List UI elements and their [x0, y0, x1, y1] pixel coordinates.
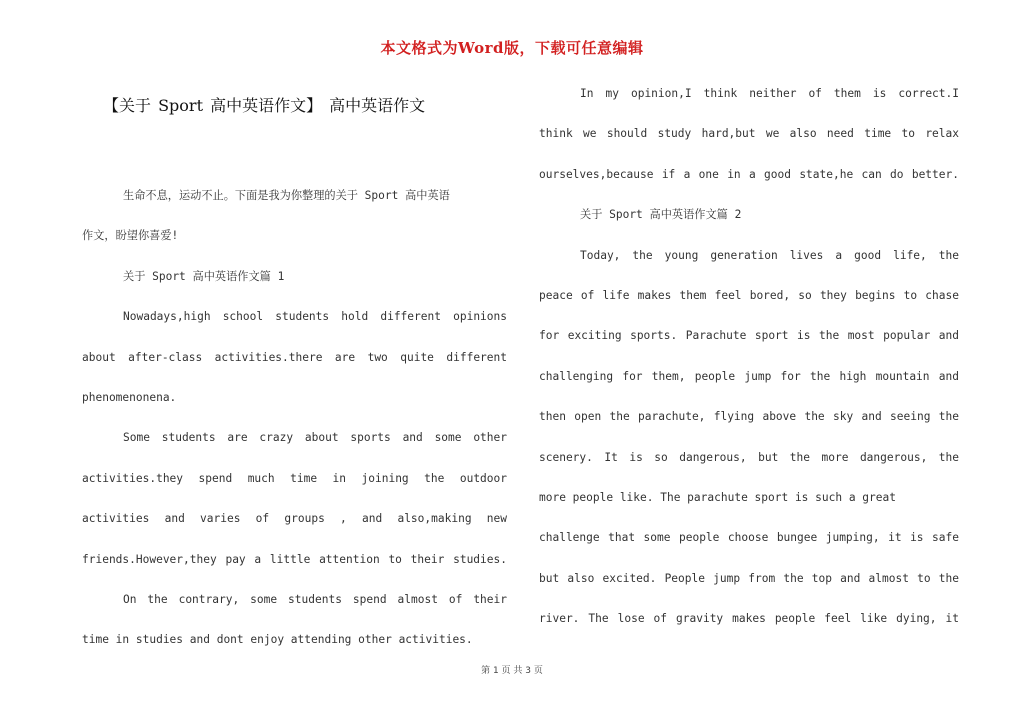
text-line: for exciting sports. Parachute sport is the most popular and: [539, 329, 959, 343]
text-line: Today, the young generation lives a good life, the: [580, 248, 959, 262]
text-line: On the contrary, some students spend almost of their: [123, 592, 507, 606]
right-column: [539, 74, 959, 639]
text-line: activities.they spend much time in joining the outdoor: [82, 471, 507, 485]
text-line: 作文，盼望你喜爱!: [82, 229, 179, 243]
text-line: friends.However,they pay a little attention to their studies.: [82, 552, 507, 566]
text-line: activities and varies of groups , and also,making new: [82, 512, 507, 526]
left-column: [82, 176, 507, 661]
text-line: time in studies and dont enjoy attending other activities.: [82, 633, 473, 647]
text-line: phenomenonena.: [82, 390, 177, 404]
text-line: ourselves,because if a one in a good state,he can do better.: [539, 167, 959, 181]
section-heading: 关于 Sport 高中英语作文篇 2: [580, 208, 742, 222]
text-line: challenging for them, people jump for the high mountain and: [539, 369, 959, 383]
text-line: more people like. The parachute sport is such a great: [539, 490, 896, 504]
text-line: but also excited. People jump from the top and almost to the: [539, 571, 959, 585]
text-line: then open the parachute, flying above the sky and seeing the: [539, 410, 959, 424]
text-line: river. The lose of gravity makes people feel like dying, it: [539, 612, 959, 626]
text-line: 生命不息，运动不止。下面是我为你整理的关于 Sport 高中英语: [123, 189, 450, 202]
document-title: 【关于 Sport 高中英语作文】 高中英语作文: [103, 96, 426, 115]
text-line: think we should study hard,but we also need time to relax: [539, 127, 959, 141]
text-line: peace of life makes them feel bored, so they begins to chase: [539, 288, 959, 302]
page-number-footer: 第 1 页 共 3 页: [481, 666, 543, 676]
text-line: challenge that some people choose bungee jumping, it is safe: [539, 531, 959, 545]
text-line: In my opinion,I think neither of them is correct.I: [580, 87, 959, 100]
text-line: scenery. It is so dangerous, but the more dangerous, the: [539, 450, 959, 464]
text-line: Nowadays,high school students hold different opinions: [123, 310, 507, 324]
format-banner: 本文格式为Word版，下载可任意编辑: [380, 39, 644, 57]
text-line: Some students are crazy about sports and some other: [123, 431, 507, 445]
text-line: about after-class activities.there are two quite different: [82, 350, 507, 364]
section-heading: 关于 Sport 高中英语作文篇 1: [123, 269, 285, 283]
